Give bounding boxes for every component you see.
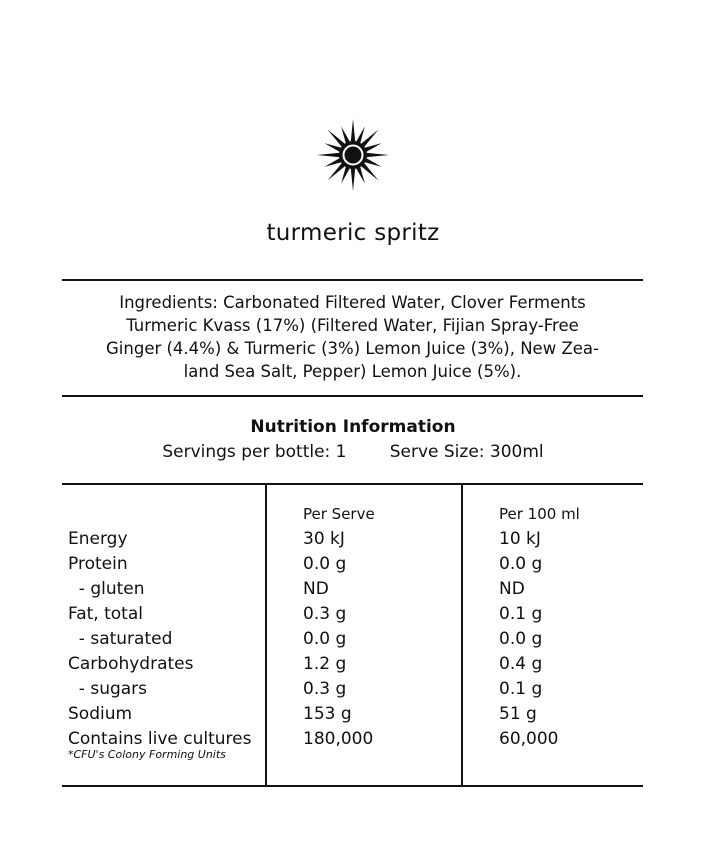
sun-icon bbox=[316, 118, 390, 192]
per-100ml-value: 60,000 bbox=[499, 729, 559, 749]
nutrient-label: - sugars bbox=[68, 679, 148, 699]
per-serve-value: ND bbox=[303, 579, 329, 599]
ingredients-line: Ingredients: Carbonated Filtered Water, Clover Ferments bbox=[119, 293, 586, 312]
per-100ml-header: Per 100 ml bbox=[499, 505, 580, 523]
nutrient-label: Energy bbox=[68, 529, 128, 549]
nutrient-label-column bbox=[68, 527, 251, 762]
per-serve-value: 0.0 g bbox=[303, 629, 347, 649]
ingredients-line: land Sea Salt, Pepper) Lemon Juice (5%). bbox=[183, 362, 522, 381]
per-100ml-value: 0.0 g bbox=[499, 629, 543, 649]
per-serve-value: 0.3 g bbox=[303, 604, 347, 624]
nutrition-title: Nutrition Information bbox=[250, 417, 456, 437]
nutrient-label: Sodium bbox=[68, 704, 133, 724]
nutrient-label: - gluten bbox=[68, 579, 145, 599]
product-title: turmeric spritz bbox=[266, 220, 440, 246]
per-100ml-value: 10 kJ bbox=[499, 529, 541, 549]
per-serve-header: Per Serve bbox=[303, 505, 375, 523]
ingredients-line: Ginger (4.4%) & Turmeric (3%) Lemon Juice (3%), New Zea- bbox=[106, 339, 599, 358]
table-column-divider bbox=[461, 484, 463, 786]
nutrient-label: Protein bbox=[68, 554, 128, 574]
per-serve-value: 30 kJ bbox=[303, 529, 345, 549]
per-serve-value: 0.3 g bbox=[303, 679, 347, 699]
ingredients-text bbox=[62, 291, 643, 383]
table-bottom-rule bbox=[62, 785, 643, 787]
per-serve-value: 153 g bbox=[303, 704, 352, 724]
servings-info: Servings per bottle: 1 Serve Size: 300ml bbox=[162, 442, 544, 462]
nutrient-label: Fat, total bbox=[68, 604, 143, 624]
per-100ml-value: 0.4 g bbox=[499, 654, 543, 674]
per-serve-value: 1.2 g bbox=[303, 654, 347, 674]
table-column-divider bbox=[265, 484, 267, 786]
nutrient-label: - saturated bbox=[68, 629, 173, 649]
cfu-footnote: *CFU's Colony Forming Units bbox=[68, 748, 226, 761]
per-serve-value: 0.0 g bbox=[303, 554, 347, 574]
per-100ml-column bbox=[499, 503, 580, 752]
per-100ml-value: 0.0 g bbox=[499, 554, 543, 574]
per-100ml-value: 51 g bbox=[499, 704, 537, 724]
nutrient-label: Carbohydrates bbox=[68, 654, 194, 674]
table-top-rule bbox=[62, 483, 643, 485]
per-serve-value: 180,000 bbox=[303, 729, 374, 749]
nutrient-label: Contains live cultures bbox=[68, 729, 252, 749]
ingredients-line: Turmeric Kvass (17%) (Filtered Water, Fijian Spray-Free bbox=[126, 316, 579, 335]
per-100ml-value: ND bbox=[499, 579, 525, 599]
per-serve-column bbox=[303, 503, 375, 752]
per-100ml-value: 0.1 g bbox=[499, 679, 543, 699]
divider-ingredients bbox=[62, 395, 643, 397]
per-100ml-value: 0.1 g bbox=[499, 604, 543, 624]
divider-top bbox=[62, 279, 643, 281]
